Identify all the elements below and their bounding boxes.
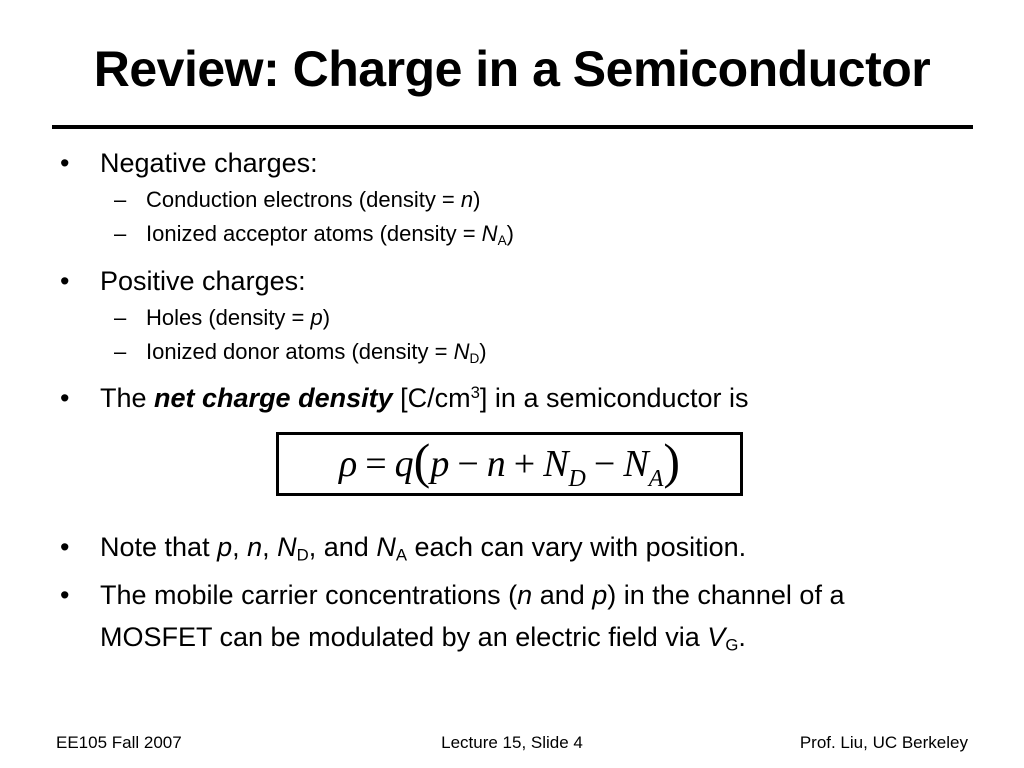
eq-minus: − — [593, 443, 616, 485]
eq-p: p — [430, 443, 450, 485]
eq-ND-base: N — [543, 443, 569, 485]
eq-ND-sub: D — [568, 466, 586, 492]
close-paren: ) — [479, 339, 487, 364]
var-p: p — [310, 305, 323, 330]
eq-ND — [543, 442, 586, 492]
subbullet-text: Ionized donor atoms (density = — [146, 339, 454, 364]
subscript-A: A — [395, 545, 407, 565]
close-paren: ) — [322, 305, 331, 330]
mobile-end: . — [738, 622, 746, 652]
eq-q: q — [394, 443, 414, 485]
title-underline — [52, 125, 973, 129]
footer-slide-number: Lecture 15, Slide 4 — [441, 733, 583, 752]
var-n: n — [247, 532, 263, 562]
mobile-mid: ) in the channel of a MOSFET can be modulated by an electric field via — [100, 580, 845, 652]
eq-NA-sub: A — [648, 466, 664, 492]
bullet-label: Positive charges: — [100, 266, 306, 296]
subscript-D: D — [469, 350, 480, 366]
eq-rho: ρ — [338, 443, 358, 485]
net-pre: The — [100, 383, 155, 413]
subbullet-conduction-electrons — [146, 186, 480, 214]
var-N: N — [453, 339, 470, 364]
var-N: N — [277, 532, 297, 562]
sep: , — [232, 532, 248, 562]
subbullet-ionized-donors — [146, 338, 487, 366]
subbullet-ionized-acceptors — [146, 220, 514, 248]
net-charge-equation — [279, 435, 740, 493]
subscript-G: G — [725, 635, 739, 655]
note-and: , and — [308, 532, 377, 562]
var-p: p — [217, 532, 233, 562]
close-paren: ) — [473, 187, 481, 212]
eq-minus: − — [457, 443, 479, 485]
eq-rparen: ) — [663, 433, 681, 489]
subscript-D: D — [296, 545, 309, 565]
net-charge-density-emphasis: net charge density — [154, 383, 393, 413]
units-text: [C/cm — [392, 383, 471, 413]
var-p: p — [592, 580, 608, 610]
subbullet-text: Conduction electrons (density = — [146, 187, 461, 212]
mobile-pre: The mobile carrier concentrations ( — [100, 580, 518, 610]
var-n: n — [517, 580, 533, 610]
eq-plus: + — [513, 443, 536, 485]
close-paren: ) — [506, 221, 514, 246]
net-post: ] in a semiconductor is — [479, 383, 749, 413]
sep: , — [262, 532, 278, 562]
bullet-negative-charges — [100, 146, 318, 180]
footer-author: Prof. Liu, UC Berkeley — [799, 733, 968, 752]
note-pre: Note that — [100, 532, 218, 562]
eq-NA-base: N — [623, 443, 649, 485]
subbullet-text: Ionized acceptor atoms (density = — [146, 221, 482, 246]
mobile-and: and — [532, 580, 593, 610]
bullet-label: Negative charges: — [100, 148, 318, 178]
bullet-note-position — [100, 530, 746, 564]
subscript-A: A — [497, 232, 507, 248]
footer-course: EE105 Fall 2007 — [56, 733, 182, 752]
eq-equals: = — [365, 443, 387, 485]
var-V: V — [707, 622, 726, 652]
eq-lparen: ( — [413, 433, 431, 489]
units-exponent: 3 — [470, 382, 480, 402]
var-n: n — [460, 187, 474, 212]
subbullet-holes — [146, 304, 330, 332]
var-N: N — [376, 532, 396, 562]
equation-box — [276, 432, 743, 496]
var-N: N — [481, 221, 498, 246]
bullet-mobile-carriers — [100, 574, 960, 658]
note-post: each can vary with position. — [407, 532, 747, 562]
bullet-net-charge-density — [100, 381, 749, 415]
slide-title: Review: Charge in a Semiconductor — [93, 41, 931, 97]
subbullet-text: Holes (density = — [146, 305, 311, 330]
bullet-positive-charges — [100, 264, 306, 298]
eq-n: n — [486, 443, 506, 485]
eq-NA — [623, 442, 664, 492]
